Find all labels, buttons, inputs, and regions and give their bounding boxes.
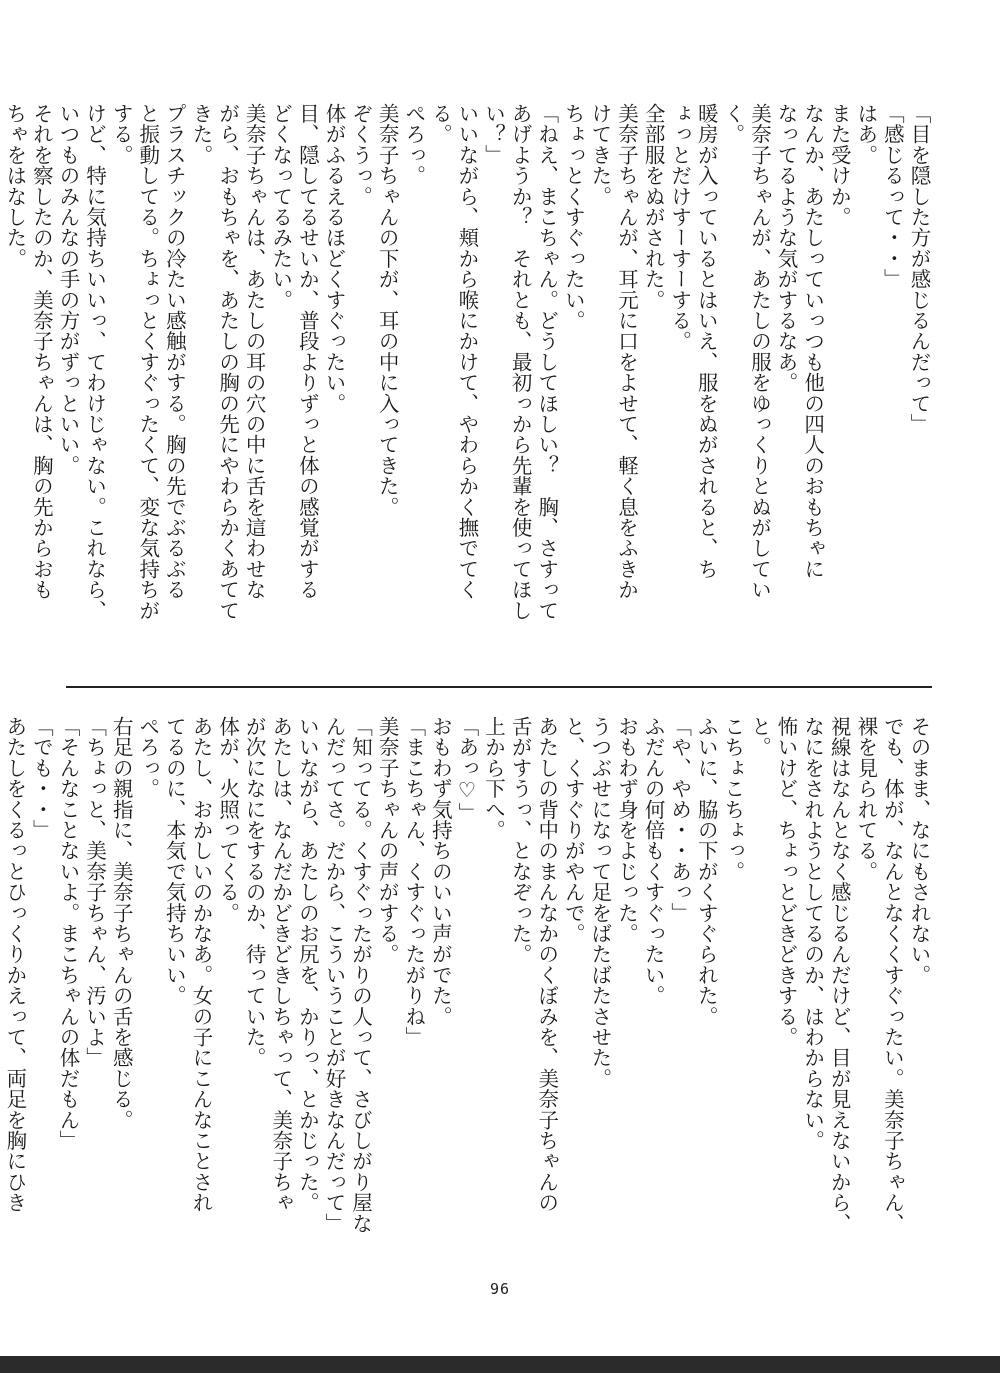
text-line: あたしをくるっとひっくりかえって、両足を胸にひき bbox=[2, 716, 27, 1213]
text-line: る。 bbox=[428, 103, 453, 145]
text-line: こちょこちょっ。 bbox=[720, 716, 745, 882]
text-line: はあ。 bbox=[853, 103, 878, 166]
text-line: する。 bbox=[109, 103, 134, 166]
text-line: 上から下へ。 bbox=[481, 716, 506, 841]
text-line: 「そんなことないよ。まこちゃんの体だもん」 bbox=[56, 716, 80, 1151]
text-line: と。 bbox=[747, 716, 772, 758]
text-line: 「ねえ、まこちゃん。どうしてほしい？ 胸、さすって bbox=[534, 103, 559, 621]
section-divider bbox=[66, 686, 932, 688]
text-line: く。 bbox=[720, 103, 745, 145]
text-line: ふいに、脇の下がくすぐられた。 bbox=[694, 716, 719, 1027]
text-line: そのまま、なにもされない。 bbox=[907, 716, 931, 986]
text-line: ぺろっ。 bbox=[135, 716, 160, 799]
text-line: 美奈子ちゃんが、耳元に口をよせて、軽く息をふきか bbox=[614, 103, 639, 600]
text-line: あたし、おかしいのかなあ。女の子にこんなことされ bbox=[188, 716, 213, 1213]
text-line: 「でも・・」 bbox=[29, 716, 54, 841]
text-line: 全部服をぬがされた。 bbox=[641, 103, 666, 310]
text-line: いいながら、あたしのお尻を、かりっ、とかじった。 bbox=[295, 716, 320, 1213]
text-line: 「ちょっと、美奈子ちゃん、汚いよ」 bbox=[82, 716, 107, 1068]
text-line: おもわず気持ちのいい声がでた。 bbox=[428, 716, 453, 1027]
text-line: ふだんの何倍もくすぐったい。 bbox=[641, 716, 666, 1006]
text-line: てるのに、本気で気持ちいい。 bbox=[162, 716, 187, 1006]
text-line: いつものみんなの手の方がずっといい。 bbox=[56, 103, 80, 476]
text-line: あたしは、なんだかどきどきしちゃって、美奈子ちゃ bbox=[268, 716, 293, 1213]
text-line: けど、特に気持ちいいっ、てわけじゃない。これなら、 bbox=[82, 103, 107, 621]
text-line: ぞくうっ。 bbox=[348, 103, 373, 207]
text-line: いいながら、頬から喉にかけて、やわらかく撫でてく bbox=[454, 103, 479, 600]
text-line: なってるような気がするなあ。 bbox=[774, 103, 799, 393]
text-line: けてきた。 bbox=[587, 103, 612, 207]
text-line: あたしの背中のまんなかのくぼみを、美奈子ちゃんの bbox=[534, 716, 559, 1213]
text-line: でも、体が、なんとなくくすぐったい。美奈子ちゃん、 bbox=[880, 716, 905, 1234]
text-line: 「目を隠した方が感じるんだって」 bbox=[907, 103, 931, 435]
text-line: 舌がすうっ、となぞった。 bbox=[508, 716, 533, 965]
text-line: が次になにをするのか、待っていた。 bbox=[242, 716, 267, 1068]
text-line: ぺろっ。 bbox=[401, 103, 426, 186]
lower-text-block bbox=[2, 716, 932, 1261]
text-line: 目、隠してるせいか、普段よりずっと体の感覚がする bbox=[295, 103, 320, 600]
text-line: 右足の親指に、美奈子ちゃんの舌を感じる。 bbox=[109, 716, 134, 1130]
text-line: おもわず身をよじった。 bbox=[614, 716, 639, 944]
text-line: それを察したのか、美奈子ちゃんは、胸の先からおも bbox=[29, 103, 54, 600]
text-line: 「や、やめ・・あっ」 bbox=[667, 716, 692, 923]
text-line: 「まこちゃん、くすぐったがりね」 bbox=[401, 716, 426, 1048]
text-line: 美奈子ちゃんは、あたしの耳の穴の中に舌を這わせな bbox=[242, 103, 267, 600]
text-line: 美奈子ちゃんが、あたしの服をゆっくりとぬがしてい bbox=[747, 103, 772, 600]
text-line: なんか、あたしっていっつも他の四人のおもちゃに bbox=[800, 103, 825, 580]
text-line: い？」 bbox=[481, 103, 506, 166]
scan-bottom-edge bbox=[0, 1356, 1000, 1373]
text-line: 「感じるって・・」 bbox=[880, 103, 905, 290]
text-line: ょっとだけすーすーする。 bbox=[667, 103, 692, 352]
text-line: 視線はなんとなく感じるんだけど、目が見えないから、 bbox=[827, 716, 852, 1234]
text-line: なにをされようとしてるのか、はわからない。 bbox=[800, 716, 825, 1151]
text-line: 美奈子ちゃんの声がする。 bbox=[375, 716, 400, 965]
text-line: 「あっ♡」 bbox=[454, 716, 479, 823]
text-line: 美奈子ちゃんの下が、耳の中に入ってきた。 bbox=[375, 103, 400, 517]
text-line: ちゃをはなした。 bbox=[2, 103, 27, 269]
text-line: 体が、火照ってくる。 bbox=[215, 716, 240, 923]
text-line: 裸を見られてる。 bbox=[853, 716, 878, 882]
text-line: 暖房が入っているとはいえ、服をぬがされると、ち bbox=[694, 103, 719, 580]
upper-text-block bbox=[2, 103, 932, 663]
text-line: 怖いけど、ちょっとどきどきする。 bbox=[774, 716, 799, 1048]
text-line: プラスチックの冷たい感触がする。胸の先でぶるぶる bbox=[162, 103, 187, 600]
text-line: と、くすぐりがやんで。 bbox=[561, 716, 586, 944]
text-line: どくなってるみたい。 bbox=[268, 103, 293, 310]
text-line: うつぶせになって足をばたばたさせた。 bbox=[587, 716, 612, 1089]
text-line: あげようか？ それとも、最初っから先輩を使ってほし bbox=[508, 103, 533, 621]
text-line: 体がふるえるほどくすぐったい。 bbox=[321, 103, 346, 414]
text-line: と振動してる。ちょっとくすぐったくて、変な気持ちが bbox=[135, 103, 160, 621]
text-line: 「知ってる。くすぐったがりの人って、さびしがり屋な bbox=[348, 716, 373, 1234]
text-line: また受けか。 bbox=[827, 103, 852, 228]
text-line: んだってさ。だから、こういうことが好きなんだって」 bbox=[321, 716, 346, 1234]
text-line: がら、おもちゃを、あたしの胸の先にやわらかくあてて bbox=[215, 103, 240, 621]
text-line: きた。 bbox=[188, 103, 213, 166]
text-line: ちょっとくすぐったい。 bbox=[561, 103, 586, 331]
page-number: 96 bbox=[489, 1280, 511, 1298]
